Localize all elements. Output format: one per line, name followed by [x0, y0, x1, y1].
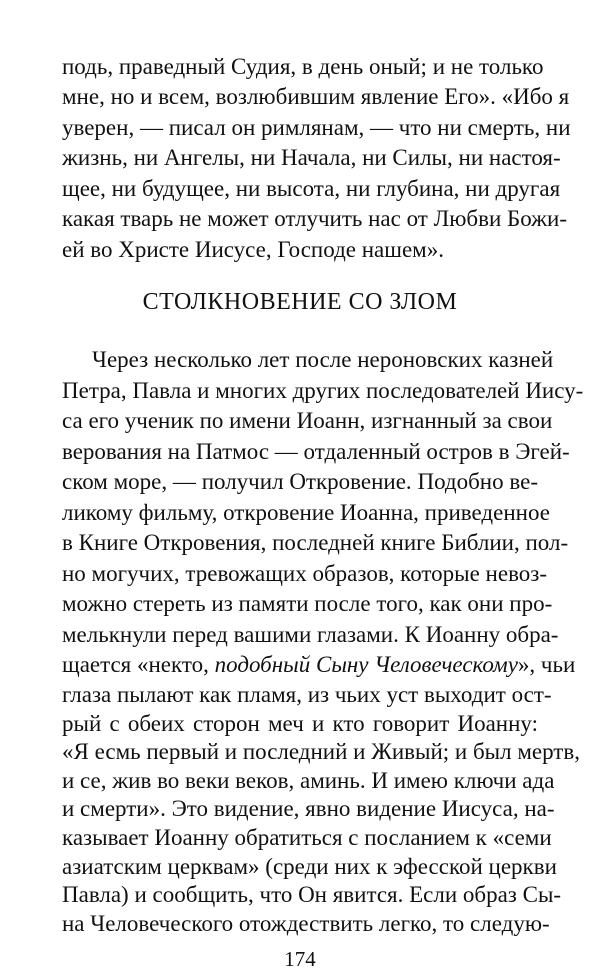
text-segment: щается «некто,: [62, 652, 215, 677]
body-line: «Я есмь первый и последний и Живый; и был мертв,: [62, 739, 580, 765]
body-line: но могучих, тревожащих образов, которые невоз-: [62, 561, 548, 586]
body-line: ском море, — получил Откровение. Подобно ве-: [62, 469, 538, 494]
body-line: казывает Иоанну обратиться с посланием к «семи: [62, 825, 552, 850]
section-heading: СТОЛКНОВЕНИЕ СО ЗЛОМ: [142, 289, 458, 315]
body-line: азиатским церквам» (среди них к эфесской церкви: [62, 853, 557, 879]
body-line: са его ученик по имени Иоанн, изгнанный за свои: [62, 408, 553, 433]
body-line: и се, жив во веки веков, аминь. И имею ключи ада: [62, 767, 555, 793]
page-number: 174: [284, 947, 316, 972]
body-line: Петра, Павла и многих других последователей Иису-: [62, 378, 584, 403]
intro-line: подь, праведный Судия, в день оный; и не только: [62, 54, 544, 79]
body-line: и смерти». Это видение, явно видение Иисуса, на-: [62, 796, 555, 822]
intro-line: ей во Христе Иисусе, Господе нашем».: [62, 237, 444, 262]
body-line: мелькнули перед вашими глазами. К Иоанну обра-: [62, 622, 559, 647]
body-line: глаза пылают как пламя, из чьих уст выходит ост-: [62, 682, 552, 707]
body-line-with-italic: [62, 650, 576, 680]
intro-line: жизнь, ни Ангелы, ни Начала, ни Силы, ни настоя-: [62, 145, 561, 170]
body-line: можно стереть из памяти после того, как они про-: [62, 591, 553, 616]
italic-segment: подобный Сыну Человеческому: [214, 652, 518, 677]
body-line: на Человеческого отождествить легко, то следую-: [62, 910, 550, 936]
body-line: Через несколько лет после нероновских казней: [92, 347, 554, 372]
intro-line: уверен, — писал он римлянам, — что ни смерть, ни: [62, 115, 571, 140]
body-line: верования на Патмос — отдаленный остров в Эгей-: [62, 439, 570, 464]
body-line: Павла) и сообщить, что Он явится. Если образ Сы-: [62, 882, 562, 908]
intro-line: какая тварь не может отлучить нас от Любви Божи-: [62, 206, 567, 231]
body-line: ликому фильму, откровение Иоанна, приведенное: [62, 500, 550, 525]
intro-line: щее, ни будущее, ни высота, ни глубина, ни другая: [62, 176, 561, 201]
text-segment: », чьи: [517, 652, 576, 677]
body-line: в Книге Откровения, последней книге Библии, пол-: [62, 530, 569, 555]
intro-line: мне, но и всем, возлюбившим явление Его». «Ибо я: [62, 84, 570, 109]
body-line: рый с обеих сторон меч и кто говорит Иоанну:: [62, 710, 538, 736]
